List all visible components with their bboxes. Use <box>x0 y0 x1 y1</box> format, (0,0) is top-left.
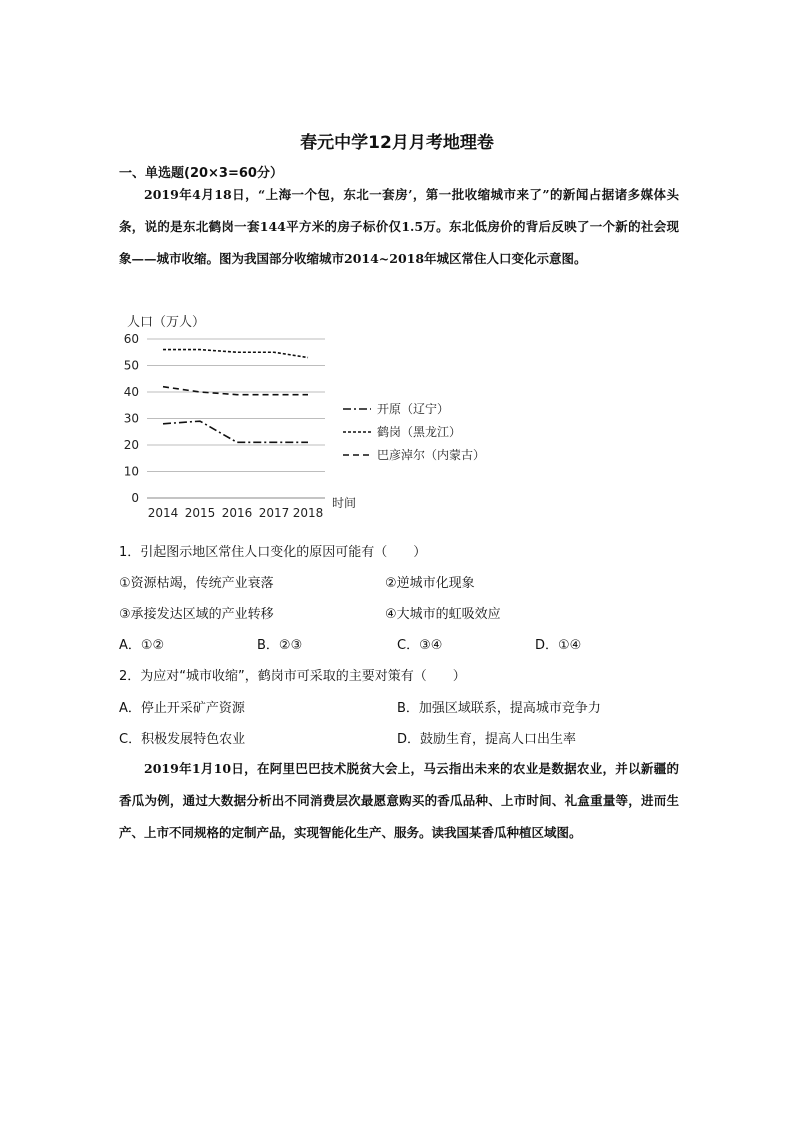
series-line <box>163 387 308 395</box>
x-tick-label: 2016 <box>221 506 253 520</box>
y-tick-label: 60 <box>123 332 139 346</box>
series-line <box>163 350 308 358</box>
legend-label: 鹤岗（黑龙江） <box>377 425 462 439</box>
outro-paragraph: 2019年1月10日，在阿里巴巴技术脱贫大会上，马云指出未来的农业是数据农业，并以新疆的香瓜为例，通过大数据分析出不同消费层次最愿意购买的香瓜品种、上市时间、礼盒重量等，进而生产、上市不同规格的定制产品，实现智能化生产、服务。读我国某香瓜种植区域图。 <box>119 761 679 840</box>
series-line <box>163 421 308 442</box>
population-chart <box>115 310 515 525</box>
x-tick-label: 2015 <box>184 506 216 520</box>
q2-option-b[interactable]: B．加强区域联系，提高城市竞争力 <box>397 701 601 716</box>
q1-option-b[interactable]: B．②③ <box>257 638 303 653</box>
q2-option-c[interactable]: C．积极发展特色农业 <box>119 732 246 747</box>
y-tick-label: 50 <box>123 358 139 373</box>
x-tick-label: 2017 <box>258 506 290 520</box>
y-tick-label: 10 <box>123 464 139 479</box>
page-title: 春元中学12月月考地理卷 <box>300 133 494 153</box>
chart-xlabel: 时间 <box>332 496 357 510</box>
q1-statement-2: ②逆城市化现象 <box>385 576 475 591</box>
y-tick-label: 20 <box>123 438 139 452</box>
q1-statement-3: ③承接发达区域的产业转移 <box>119 607 274 622</box>
x-tick-label: 2014 <box>147 506 179 520</box>
y-tick-label: 30 <box>123 411 139 426</box>
q2-option-a[interactable]: A．停止开采矿产资源 <box>119 701 245 716</box>
x-tick-label: 2018 <box>292 506 324 520</box>
y-tick-label: 40 <box>123 385 139 399</box>
chart-ylabel: 人口（万人） <box>127 315 206 330</box>
q1-option-d[interactable]: D．①④ <box>535 638 582 653</box>
legend-label: 巴彦淖尔（内蒙古） <box>377 448 486 462</box>
q1-option-c[interactable]: C．③④ <box>397 638 443 653</box>
legend-label: 开原（辽宁） <box>377 402 450 416</box>
q1-statement-4: ④大城市的虹吸效应 <box>385 607 501 622</box>
q1-statement-1: ①资源枯竭，传统产业衰落 <box>119 576 274 591</box>
intro-paragraph: 2019年4月18日，“上海一个包，东北一套房’，第一批收缩城市来了”的新闻占据诸多媒体头条，说的是东北鹤岗一套144平方米的房子标价仅1.5万。东北低房价的背后反映了一个新的社会现象——城市收缩。图为我国部分收缩城市2014~2018年城区常住人口变化示意图。 <box>119 187 679 266</box>
q2-option-d[interactable]: D．鼓励生育，提高人口出生率 <box>397 732 577 747</box>
y-tick-label: 0 <box>131 491 139 505</box>
question-1-stem: 1．引起图示地区常住人口变化的原因可能有（ ） <box>119 545 427 560</box>
question-2-stem: 2．为应对“城市收缩”，鹤岗市可采取的主要对策有（ ） <box>119 669 466 684</box>
q1-option-a[interactable]: A．①② <box>119 638 165 653</box>
section-heading: 一、单选题(20×3=60分） <box>119 166 283 181</box>
